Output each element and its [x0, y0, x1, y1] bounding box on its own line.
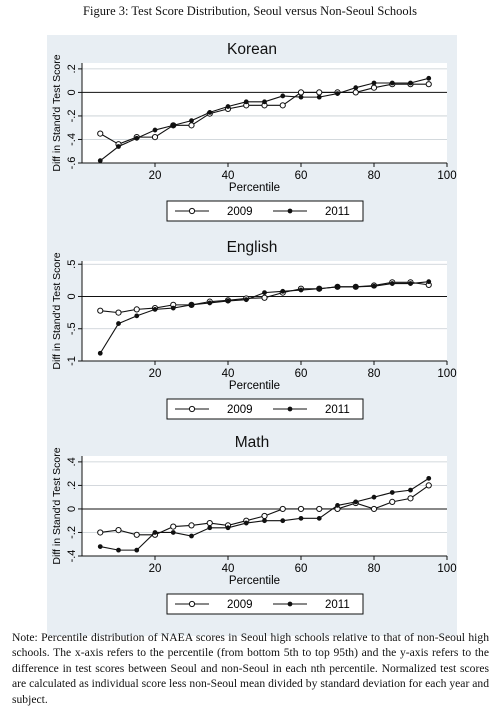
data-point-2011	[190, 534, 194, 538]
data-point-2011	[117, 322, 121, 326]
x-tick-label: 60	[294, 170, 308, 182]
data-point-2011	[281, 94, 285, 98]
data-point-2009	[262, 295, 267, 300]
data-point-2009	[207, 520, 212, 525]
x-tick-label: 60	[294, 563, 308, 575]
data-point-2009	[317, 90, 322, 95]
data-point-2011	[336, 504, 340, 508]
data-point-2011	[409, 81, 413, 85]
data-point-2009	[116, 528, 121, 533]
data-point-2011	[427, 476, 431, 480]
data-point-2009	[116, 310, 121, 315]
y-axis-title: Diff in Stand'd Test Score	[51, 447, 63, 565]
data-point-2011	[427, 280, 431, 284]
english-panel	[47, 233, 457, 441]
data-point-2009	[298, 90, 303, 95]
legend-swatch-marker-2009	[189, 208, 194, 213]
data-point-2011	[135, 136, 139, 140]
data-point-2011	[98, 159, 102, 163]
data-point-2009	[98, 530, 103, 535]
english-chart	[47, 233, 457, 441]
data-point-2011	[336, 92, 340, 96]
data-point-2011	[263, 100, 267, 104]
data-point-2009	[189, 523, 194, 528]
data-point-2011	[354, 285, 358, 289]
data-point-2011	[135, 548, 139, 552]
x-tick-label: 40	[221, 170, 235, 182]
y-tick-label: -1	[66, 356, 78, 366]
data-point-2011	[244, 298, 248, 302]
data-point-2011	[390, 491, 394, 495]
data-point-2011	[135, 314, 139, 318]
data-point-2011	[98, 351, 102, 355]
data-point-2011	[299, 516, 303, 520]
data-point-2011	[153, 307, 157, 311]
data-point-2009	[426, 483, 431, 488]
korean-panel	[47, 35, 457, 243]
korean-panel-title: Korean	[227, 41, 277, 58]
y-tick-label: -.4	[66, 549, 78, 563]
data-point-2009	[98, 308, 103, 313]
data-point-2009	[408, 496, 413, 501]
y-tick-label: .2	[66, 480, 78, 491]
data-point-2009	[426, 82, 431, 87]
y-tick-label: .5	[66, 259, 78, 269]
y-tick-label: -.4	[66, 133, 78, 146]
data-point-2009	[189, 123, 194, 128]
y-tick-label: 0	[66, 89, 78, 96]
x-tick-label: 20	[148, 563, 162, 575]
data-point-2011	[226, 105, 230, 109]
data-point-2011	[208, 526, 212, 530]
data-point-2011	[317, 516, 321, 520]
data-point-2011	[299, 288, 303, 292]
x-tick-label: 100	[437, 563, 457, 575]
x-tick-label: 80	[367, 368, 381, 380]
data-point-2011	[390, 81, 394, 85]
y-tick-label: 0	[66, 505, 78, 513]
data-point-2009	[152, 135, 157, 140]
data-point-2011	[372, 495, 376, 499]
legend-label-2009: 2009	[227, 206, 253, 218]
data-point-2011	[317, 287, 321, 291]
x-tick-label: 20	[148, 170, 162, 182]
data-point-2011	[226, 526, 230, 530]
data-point-2011	[208, 301, 212, 305]
y-tick-label: 0	[66, 293, 78, 300]
data-point-2009	[98, 131, 103, 136]
data-point-2011	[409, 282, 413, 286]
x-axis-title: Percentile	[228, 575, 281, 587]
data-point-2009	[134, 307, 139, 312]
legend-label-2009: 2009	[227, 599, 253, 611]
data-point-2009	[317, 506, 322, 511]
data-point-2009	[353, 90, 358, 95]
x-tick-label: 80	[367, 563, 381, 575]
x-tick-label: 20	[148, 368, 162, 380]
data-point-2011	[372, 284, 376, 288]
data-point-2009	[390, 499, 395, 504]
data-point-2011	[354, 86, 358, 90]
data-point-2009	[371, 85, 376, 90]
data-point-2011	[153, 128, 157, 132]
legend-swatch-marker-2011	[288, 407, 292, 411]
data-point-2011	[354, 500, 358, 504]
legend-swatch-marker-2011	[288, 602, 292, 606]
legend-label-2009: 2009	[227, 404, 253, 416]
y-tick-label: .2	[66, 64, 78, 74]
y-axis-title: Diff in Stand'd Test Score	[51, 252, 63, 370]
data-point-2011	[263, 519, 267, 523]
plot-area	[82, 63, 447, 163]
data-point-2011	[317, 95, 321, 99]
figure-note: Note: Percentile distribution of NAEA scores in Seoul high schools relative to that of non-Seoul high schools. The x-axis refers to the percentile (from bottom 5th to top 95th) and the y-axis refers to the difference in test scores between Seoul and non-Seoul in each nth percentile. Normalized test scores are calculated as individual score less non-Seoul mean divided by standard deviation for each year and subject.	[12, 631, 489, 706]
data-point-2011	[336, 285, 340, 289]
legend-label-2011: 2011	[325, 206, 350, 218]
math-chart	[47, 428, 457, 636]
legend-swatch-marker-2009	[189, 601, 194, 606]
y-tick-label: -.5	[66, 322, 78, 336]
math-panel-title: Math	[234, 434, 270, 451]
legend-swatch-marker-2011	[288, 209, 292, 213]
data-point-2011	[226, 299, 230, 303]
data-point-2011	[281, 289, 285, 293]
data-point-2011	[263, 291, 267, 295]
legend-swatch-marker-2009	[189, 406, 194, 411]
y-tick-label: -.2	[66, 109, 78, 123]
data-point-2011	[281, 519, 285, 523]
y-axis-title: Diff in Stand'd Test Score	[51, 54, 63, 172]
data-point-2011	[244, 521, 248, 525]
x-axis-title: Percentile	[228, 182, 281, 194]
data-point-2011	[427, 76, 431, 80]
data-point-2011	[117, 548, 121, 552]
data-point-2009	[280, 103, 285, 108]
x-tick-label: 40	[221, 368, 235, 380]
data-point-2011	[390, 282, 394, 286]
data-point-2011	[409, 488, 413, 492]
y-tick-label: -.2	[66, 526, 78, 539]
data-point-2009	[171, 524, 176, 529]
data-point-2009	[371, 506, 376, 511]
data-point-2011	[153, 531, 157, 535]
math-panel	[47, 428, 457, 636]
x-axis-title: Percentile	[228, 380, 281, 392]
data-point-2011	[117, 145, 121, 149]
data-point-2011	[244, 100, 248, 104]
y-tick-label: -.6	[66, 156, 78, 170]
data-point-2009	[134, 532, 139, 537]
data-point-2011	[190, 119, 194, 123]
figure-title: Figure 3: Test Score Distribution, Seoul versus Non-Seoul Schools	[83, 4, 417, 18]
legend-label-2011: 2011	[325, 404, 350, 416]
data-point-2011	[171, 306, 175, 310]
data-point-2011	[208, 111, 212, 115]
english-panel-title: English	[226, 239, 278, 256]
data-point-2011	[299, 95, 303, 99]
x-tick-label: 100	[437, 170, 457, 182]
x-tick-label: 60	[294, 368, 308, 380]
x-tick-label: 100	[437, 368, 457, 380]
plot-area	[82, 456, 447, 556]
y-tick-label: .4	[66, 457, 78, 467]
data-point-2009	[298, 506, 303, 511]
korean-chart	[47, 35, 457, 243]
data-point-2011	[190, 303, 194, 307]
x-tick-label: 80	[367, 170, 381, 182]
data-point-2011	[171, 531, 175, 535]
data-point-2009	[280, 506, 285, 511]
legend-label-2011: 2011	[325, 599, 350, 611]
data-point-2009	[262, 513, 267, 518]
data-point-2011	[98, 545, 102, 549]
data-point-2011	[171, 123, 175, 127]
data-point-2011	[372, 81, 376, 85]
x-tick-label: 40	[221, 563, 235, 575]
